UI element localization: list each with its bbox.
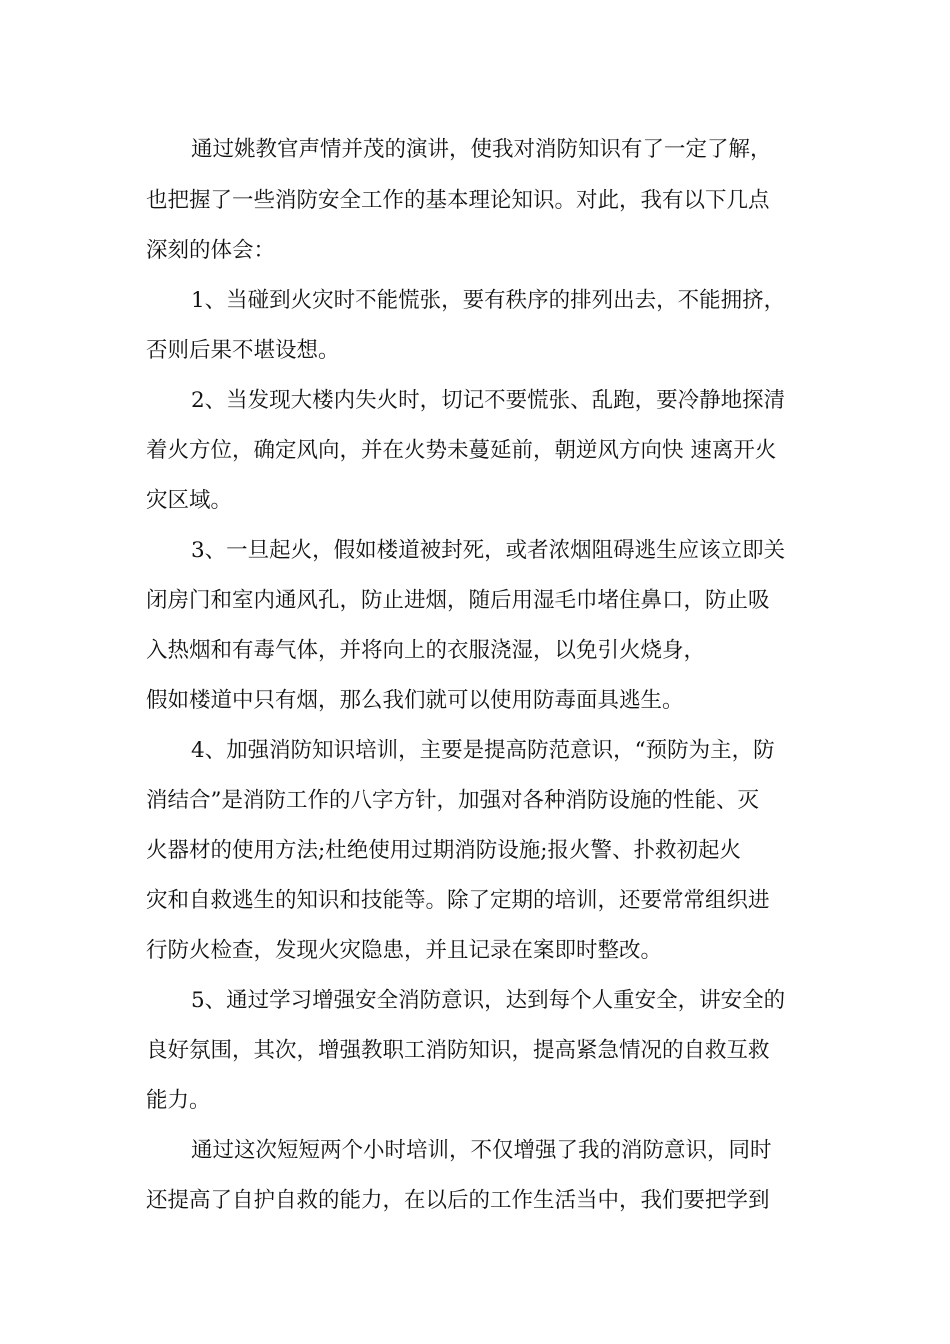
- text-line: 3、一旦起火，假如楼道被封死，或者浓烟阻碍逃生应该立即关: [191, 538, 786, 563]
- text-line: 假如楼道中只有烟，那么我们就可以使用防毒面具逃生。: [146, 688, 684, 713]
- text-line: 2、当发现大楼内失火时，切记不要慌张、乱跑，要冷静地探清: [191, 388, 786, 413]
- text-line: 还提高了自护自救的能力，在以后的工作生活当中，我们要把学到: [146, 1188, 770, 1213]
- text-line: 行防火检查，发现火灾隐患，并且记录在案即时整改。: [146, 938, 663, 963]
- text-line: 能力。: [146, 1088, 211, 1113]
- text-line: 5、通过学习增强安全消防意识，达到每个人重安全，讲安全的: [191, 988, 786, 1013]
- text-line: 灾区域。: [146, 488, 233, 513]
- text-line: 闭房门和室内通风孔，防止进烟，随后用湿毛巾堵住鼻口，防止吸: [146, 588, 770, 613]
- text-line: 1、当碰到火灾时不能慌张，要有秩序的排列出去，不能拥挤，: [191, 288, 786, 313]
- text-line: 入热烟和有毒气体，并将向上的衣服浇湿，以免引火烧身，: [146, 638, 706, 663]
- text-line: 火器材的使用方法;杜绝使用过期消防设施;报火警、扑救初起火: [146, 838, 741, 863]
- text-line: 4、加强消防知识培训，主要是提高防范意识，“预防为主，防: [191, 738, 775, 763]
- text-line: 通过这次短短两个小时培训，不仅增强了我的消防意识，同时: [191, 1138, 772, 1163]
- text-line: 着火方位，确定风向，并在火势未蔓延前，朝逆风方向快 速离开火: [146, 438, 777, 463]
- text-line: 否则后果不堪设想。: [146, 338, 340, 363]
- text-line: 深刻的体会：: [146, 238, 276, 263]
- text-line: 灾和自救逃生的知识和技能等。除了定期的培训，还要常常组织进: [146, 888, 770, 913]
- text-line: 良好氛围，其次，增强教职工消防知识，提高紧急情况的自救互救: [146, 1038, 770, 1063]
- text-line: 也把握了一些消防安全工作的基本理论知识。对此，我有以下几点: [146, 188, 770, 213]
- text-line: 通过姚教官声情并茂的演讲，使我对消防知识有了一定了解，: [191, 137, 772, 162]
- text-line: 消结合”是消防工作的八字方针，加强对各种消防设施的性能、灭: [146, 788, 759, 813]
